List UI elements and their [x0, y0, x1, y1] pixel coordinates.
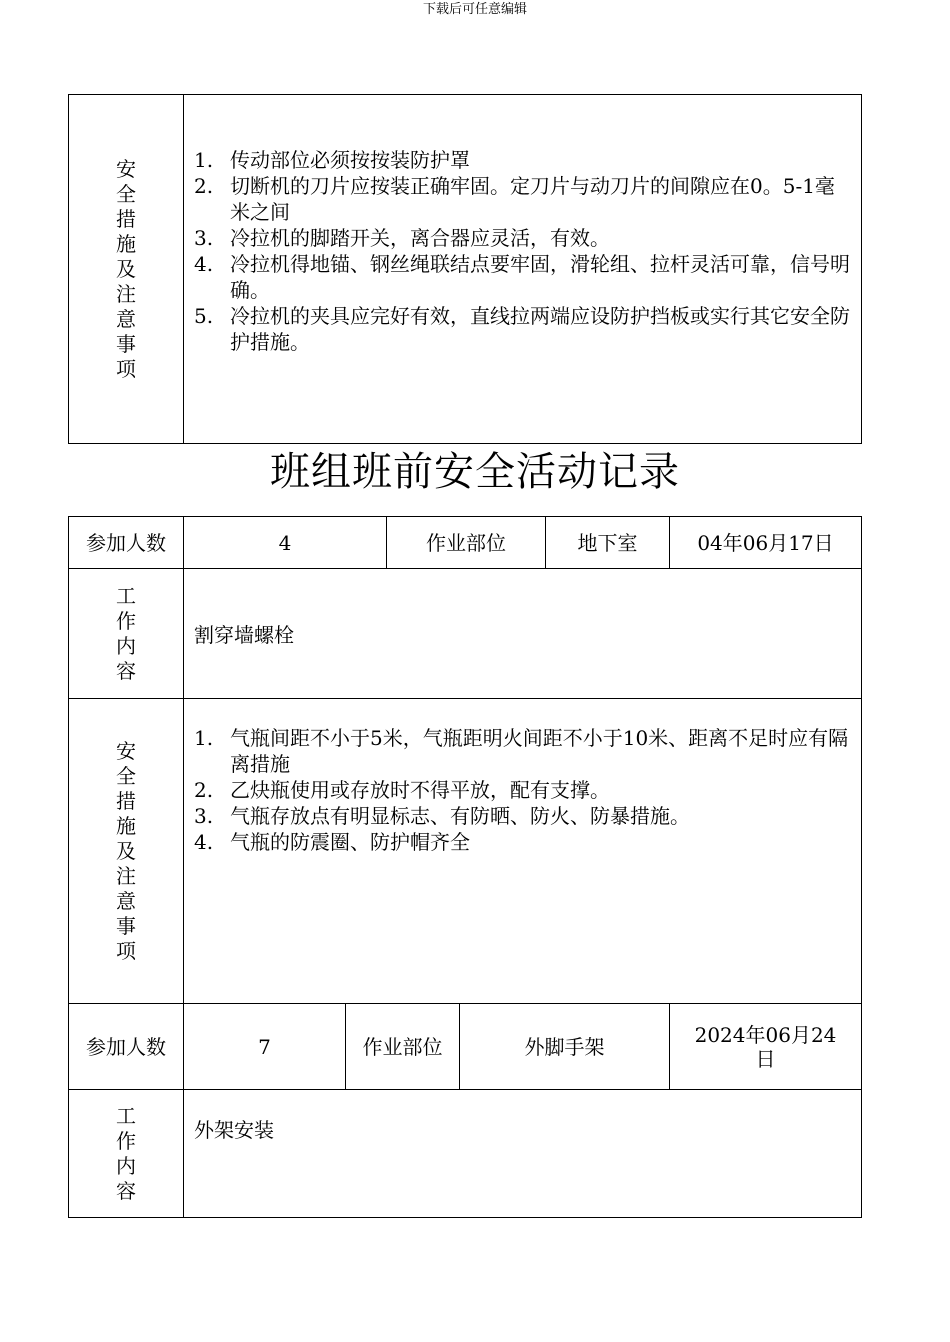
r2-participants-label: 参加人数: [69, 1004, 184, 1090]
page-title: 班组班前安全活动记录: [270, 449, 680, 495]
list-item: 2. 切断机的刀片应按装正确牢固。定刀片与动刀片的间隙应在0。5-1毫米之间: [194, 174, 835, 224]
r1-work-label: 工作内容: [116, 583, 136, 683]
r2-work-label-cell: [69, 1090, 184, 1218]
top-safety-label-cell: [69, 95, 184, 444]
r1-location-value: 地下室: [546, 517, 670, 569]
r1-work-label-cell: [69, 569, 184, 699]
r1-safety-cell: [184, 699, 862, 1004]
r1-participants-label: 参加人数: [69, 517, 184, 569]
r2-location-label: 作业部位: [346, 1004, 460, 1090]
page-header-note: 下载后可任意编辑: [422, 2, 527, 17]
list-item: 4. 冷拉机得地锚、钢丝绳联结点要牢固，滑轮组、拉杆灵活可靠，信号明确。: [194, 252, 850, 302]
list-item: 3. 冷拉机的脚踏开关，离合器应灵活，有效。: [194, 226, 610, 250]
r1-safety-list: [194, 725, 853, 855]
top-safety-content-cell: [184, 95, 862, 444]
list-item: 5. 冷拉机的夹具应完好有效，直线拉两端应设防护挡板或实行其它安全防护措施。: [194, 304, 850, 354]
r1-date: 04年06月17日: [670, 517, 862, 569]
r1-safety-label: 安全措施及注意事项: [116, 738, 136, 963]
r1-safety-label-cell: [69, 699, 184, 1004]
r2-work-label: 工作内容: [116, 1103, 136, 1203]
r2-work-text: 外架安装: [194, 1118, 274, 1142]
top-safety-label: 安全措施及注意事项: [116, 156, 136, 381]
r2-participants-value: 7: [184, 1004, 346, 1090]
list-item: 4. 气瓶的防震圈、防护帽齐全: [194, 830, 470, 854]
r1-work-text: 割穿墙螺栓: [194, 623, 294, 647]
r2-location-value: 外脚手架: [460, 1004, 670, 1090]
r1-work-cell: [184, 569, 862, 699]
r2-date: 2024年06月24日: [670, 1004, 862, 1090]
list-item: 2. 乙炔瓶使用或存放时不得平放，配有支撑。: [194, 778, 610, 802]
top-safety-list: [194, 147, 853, 355]
r2-work-cell: [184, 1090, 862, 1218]
top-safety-table: [68, 94, 862, 444]
list-item: 1. 气瓶间距不小于5米，气瓶距明火间距不小于10米、距离不足时应有隔离措施: [194, 726, 849, 776]
r1-participants-value: 4: [184, 517, 387, 569]
list-item: 3. 气瓶存放点有明显标志、有防晒、防火、防暴措施。: [194, 804, 690, 828]
r1-location-label: 作业部位: [387, 517, 546, 569]
list-item: 1. 传动部位必须按按装防护罩: [194, 148, 470, 172]
record-table: [68, 516, 862, 1218]
